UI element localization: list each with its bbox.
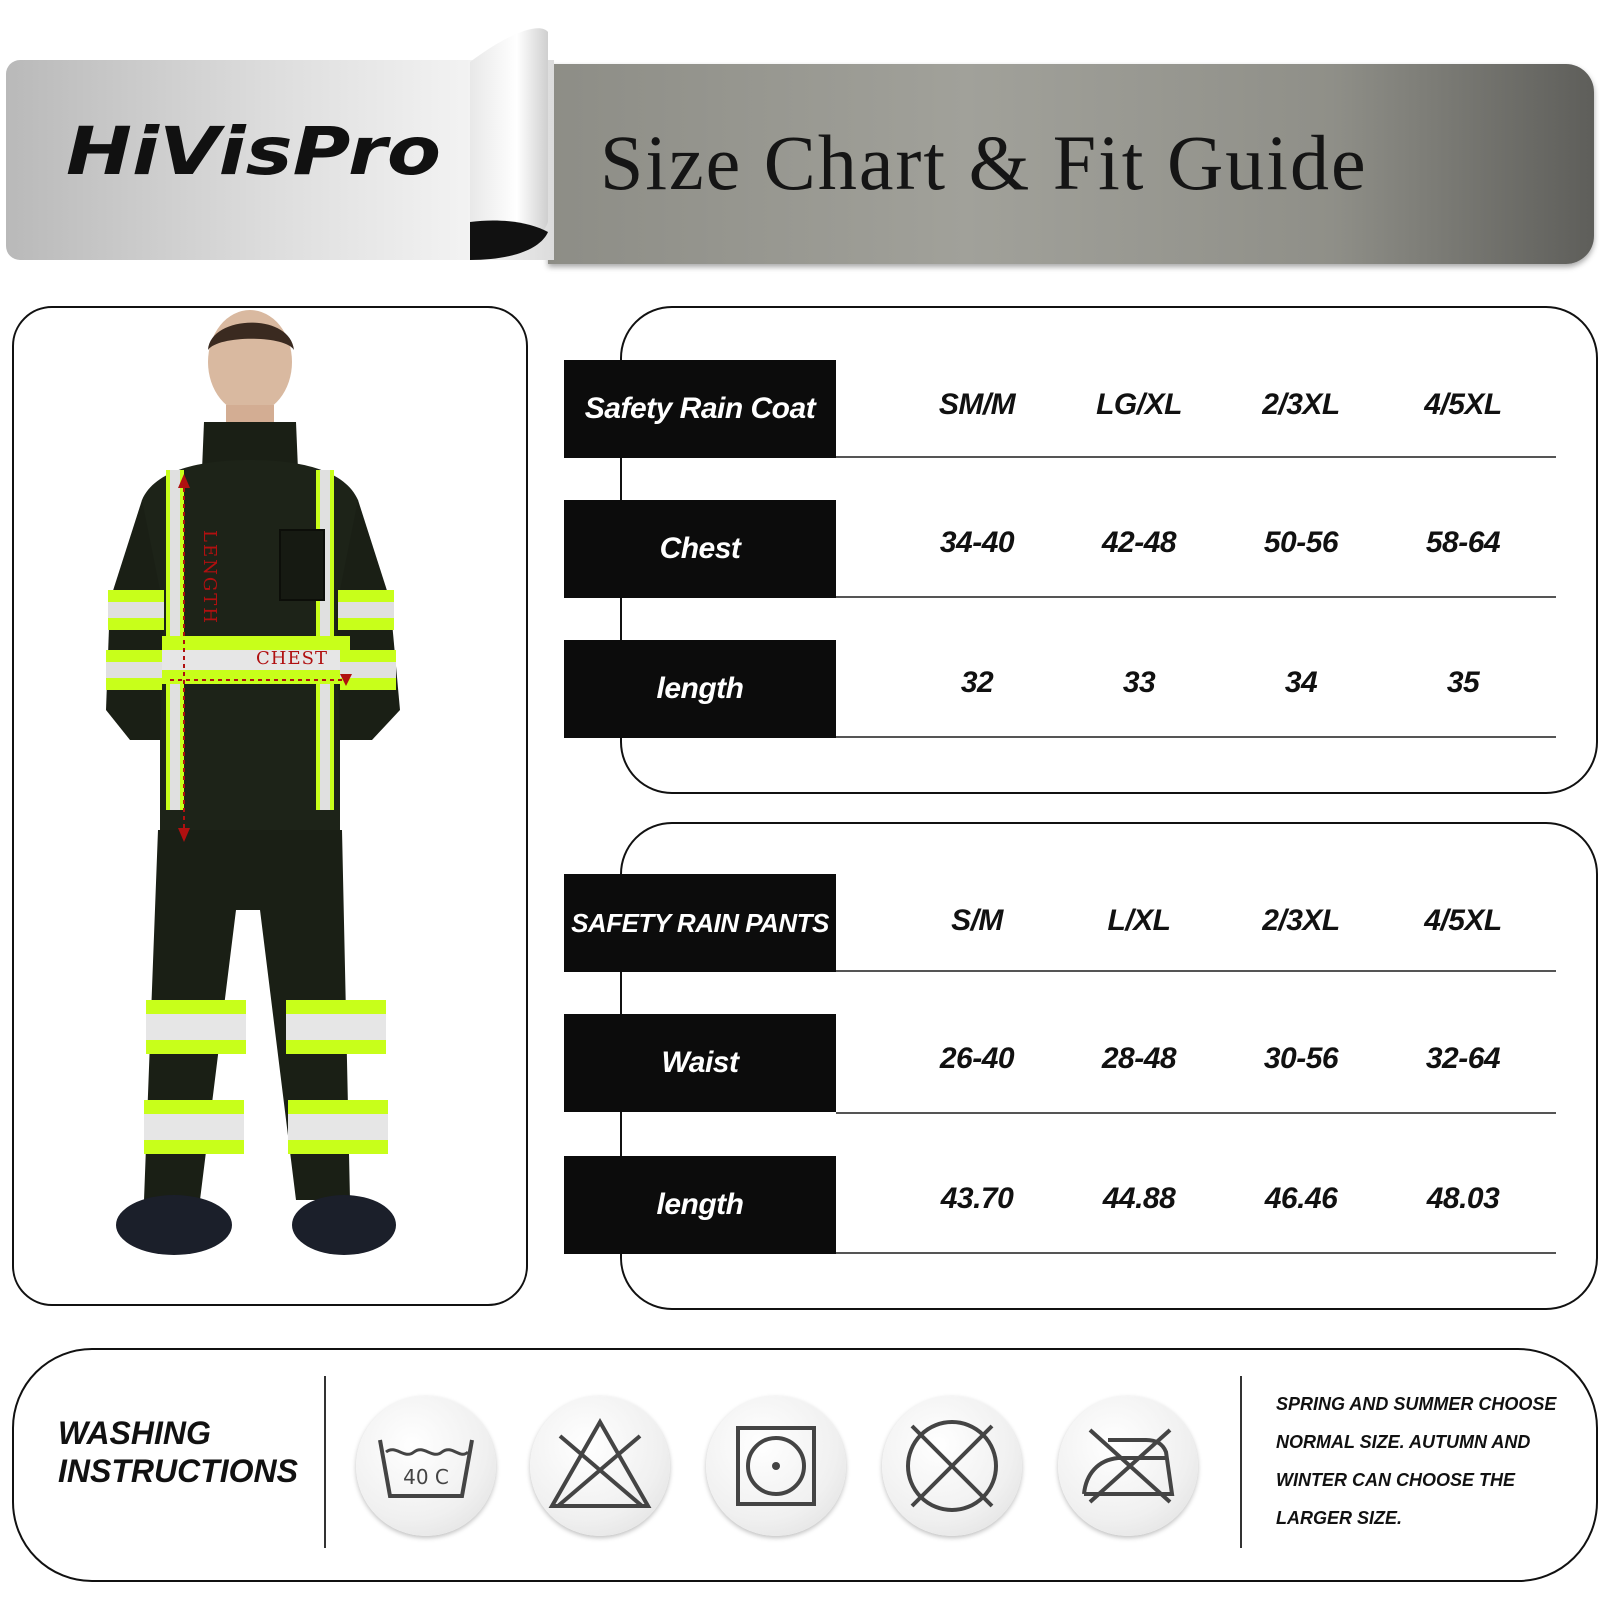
table-divider <box>836 456 1556 458</box>
page-title: Size Chart & Fit Guide <box>600 119 1368 206</box>
chest-label: CHEST <box>256 648 328 669</box>
do-not-iron-icon <box>1058 1396 1198 1536</box>
washing-title-line: INSTRUCTIONS <box>58 1453 298 1489</box>
coat-row-label-chest: Chest <box>564 500 836 598</box>
washing-title-line: WASHING <box>58 1415 211 1451</box>
washing-divider-left <box>324 1376 326 1548</box>
pants-length-value: 43.70 <box>940 1182 1014 1215</box>
pants-row-label-waist: Waist <box>564 1014 836 1112</box>
pants-size-header: L/XL <box>1107 904 1171 937</box>
coat-size-header: 4/5XL <box>1424 388 1502 421</box>
coat-table-title: Safety Rain Coat <box>564 360 836 458</box>
coat-length-value: 32 <box>960 666 994 699</box>
size-note-line: WINTER CAN CHOOSE THE <box>1276 1470 1516 1490</box>
washing-title <box>58 1414 298 1490</box>
table-divider <box>836 1112 1556 1114</box>
rain-suit-model-illustration <box>100 310 440 1300</box>
pants-size-header: 4/5XL <box>1424 904 1502 937</box>
coat-length-value: 35 <box>1446 666 1480 699</box>
pants-length-value: 48.03 <box>1426 1182 1500 1215</box>
coat-size-header: 2/3XL <box>1262 388 1340 421</box>
coat-length-value: 33 <box>1122 666 1156 699</box>
pants-waist-value: 32-64 <box>1425 1042 1501 1075</box>
wash-40c-icon <box>356 1396 496 1536</box>
length-label: LENGTH <box>199 530 220 625</box>
left-shoe <box>116 1195 232 1255</box>
coat-length-value: 34 <box>1284 666 1318 699</box>
table-divider <box>836 1252 1556 1254</box>
pants-length-value: 44.88 <box>1102 1182 1176 1215</box>
coat-size-header: SM/M <box>938 388 1016 421</box>
pants-waist-value: 30-56 <box>1263 1042 1339 1075</box>
size-note-line: LARGER SIZE. <box>1276 1508 1403 1528</box>
pants-size-header: 2/3XL <box>1262 904 1340 937</box>
do-not-bleach-icon <box>530 1396 670 1536</box>
coat-size-header: LG/XL <box>1096 388 1182 421</box>
pants-size-header: S/M <box>951 904 1003 937</box>
coat-chest-value: 50-56 <box>1263 526 1339 559</box>
size-note-line: SPRING AND SUMMER CHOOSE <box>1276 1394 1557 1414</box>
washing-divider-right <box>1240 1376 1242 1548</box>
pants-row-label-length: length <box>564 1156 836 1254</box>
table-divider <box>836 596 1556 598</box>
do-not-dryclean-icon <box>882 1396 1022 1536</box>
size-note-line: NORMAL SIZE. AUTUMN AND <box>1276 1432 1531 1452</box>
coat-chest-value: 42-48 <box>1101 526 1177 559</box>
right-shoe <box>292 1195 396 1255</box>
coat-chest-value: 34-40 <box>939 526 1015 559</box>
tumble-dry-icon <box>706 1396 846 1536</box>
pants-length-value: 46.46 <box>1264 1182 1338 1215</box>
coat-chest-value: 58-64 <box>1425 526 1501 559</box>
pants-table-title: SAFETY RAIN PANTS <box>564 874 836 972</box>
wash-temp-label: 40 C <box>403 1465 449 1489</box>
brand-logo-text: HiVisPro <box>66 113 441 190</box>
coat-row-label-length: length <box>564 640 836 738</box>
table-divider <box>836 736 1556 738</box>
pants-waist-value: 26-40 <box>939 1042 1015 1075</box>
brand-logo <box>66 100 486 190</box>
table-divider <box>836 970 1556 972</box>
pants-waist-value: 28-48 <box>1101 1042 1177 1075</box>
